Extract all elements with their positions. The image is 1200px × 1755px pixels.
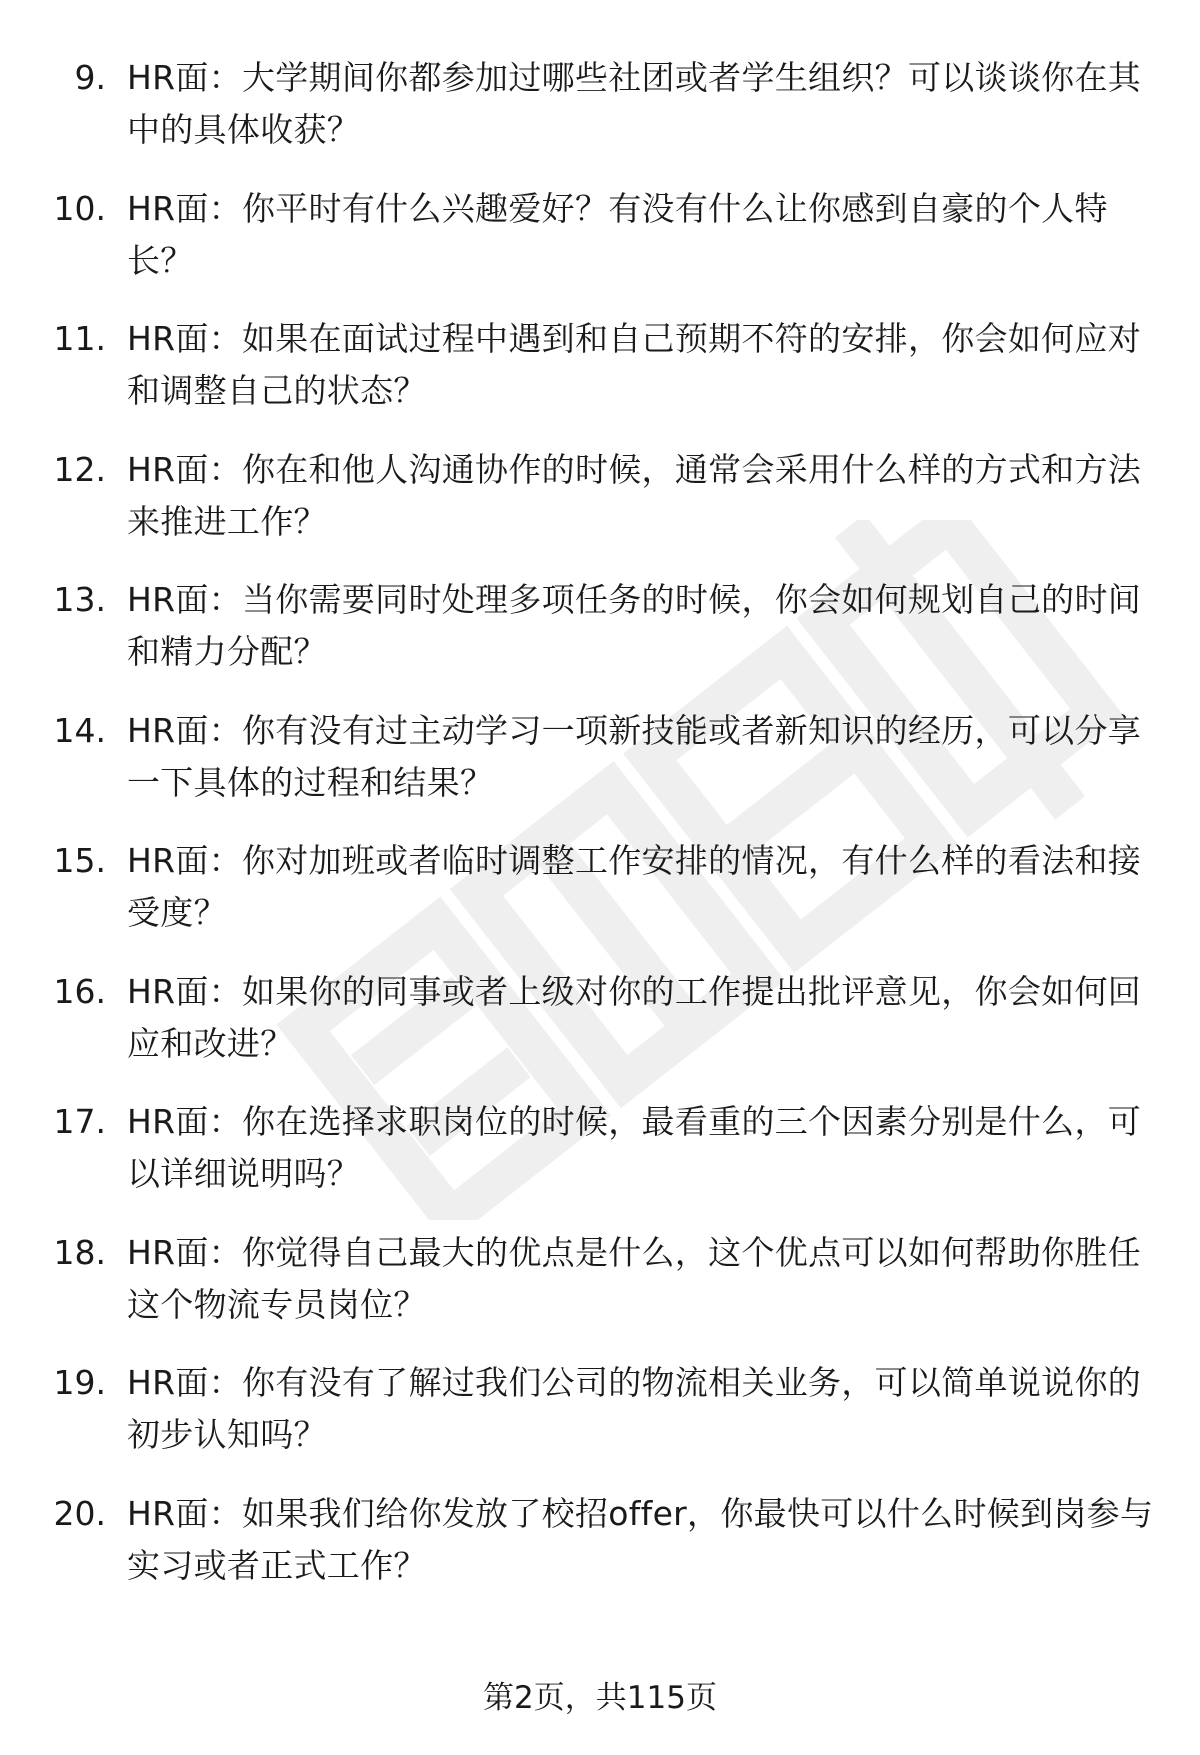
question-number: 16. bbox=[53, 971, 106, 1011]
question-number: 10. bbox=[53, 188, 106, 228]
question-number: 19. bbox=[53, 1363, 106, 1402]
question-item bbox=[0, 966, 1200, 1097]
question-text: HR面：你有没有过主动学习一项新技能或者新知识的经历，可以分享一下具体的过程和结果？ bbox=[127, 710, 1142, 802]
question-item bbox=[0, 705, 1200, 836]
question-number: 18. bbox=[53, 1232, 106, 1272]
question-item bbox=[0, 835, 1200, 966]
question-item bbox=[0, 52, 1200, 183]
question-number: 13. bbox=[53, 580, 106, 619]
page-number-footer: 第2页，共115页 bbox=[483, 1680, 717, 1716]
question-item bbox=[0, 444, 1200, 575]
question-text: HR面：如果你的同事或者上级对你的工作提出批评意见，你会如何回应和改进？ bbox=[127, 971, 1142, 1063]
question-text: HR面：你平时有什么兴趣爱好？有没有什么让你感到自豪的个人特长？ bbox=[127, 188, 1108, 280]
question-text: HR面：当你需要同时处理多项任务的时候，你会如何规划自己的时间和精力分配？ bbox=[127, 580, 1142, 671]
question-number: 9. bbox=[74, 58, 106, 97]
question-item bbox=[0, 574, 1200, 705]
question-number: 17. bbox=[53, 1102, 106, 1141]
question-item bbox=[0, 1096, 1200, 1227]
question-text: HR面：你对加班或者临时调整工作安排的情况，有什么样的看法和接受度？ bbox=[127, 841, 1142, 932]
question-text: HR面：你有没有了解过我们公司的物流相关业务，可以简单说说你的初步认知吗？ bbox=[127, 1363, 1142, 1454]
question-number: 11. bbox=[53, 319, 106, 358]
question-text: HR面：你在和他人沟通协作的时候，通常会采用什么样的方式和方法来推进工作？ bbox=[127, 449, 1142, 541]
question-list bbox=[0, 52, 1200, 1618]
question-item bbox=[0, 313, 1200, 444]
question-number: 20. bbox=[53, 1493, 106, 1533]
question-item bbox=[0, 1227, 1200, 1358]
question-item bbox=[0, 1488, 1200, 1619]
question-number: 15. bbox=[53, 841, 106, 880]
question-text: HR面：你觉得自己最大的优点是什么，这个优点可以如何帮助你胜任这个物流专员岗位？ bbox=[127, 1232, 1142, 1324]
question-item bbox=[0, 183, 1200, 314]
question-number: 14. bbox=[53, 710, 106, 750]
question-text: HR面：如果在面试过程中遇到和自己预期不符的安排，你会如何应对和调整自己的状态？ bbox=[127, 319, 1142, 410]
question-text: HR面：你在选择求职岗位的时候，最看重的三个因素分别是什么，可以详细说明吗？ bbox=[127, 1102, 1142, 1193]
question-text: HR面：大学期间你都参加过哪些社团或者学生组织？可以谈谈你在其中的具体收获？ bbox=[127, 58, 1142, 149]
question-item bbox=[0, 1357, 1200, 1488]
question-text: HR面：如果我们给你发放了校招offer，你最快可以什么时候到岗参与实习或者正式工作？ bbox=[127, 1493, 1154, 1585]
question-number: 12. bbox=[53, 449, 106, 489]
